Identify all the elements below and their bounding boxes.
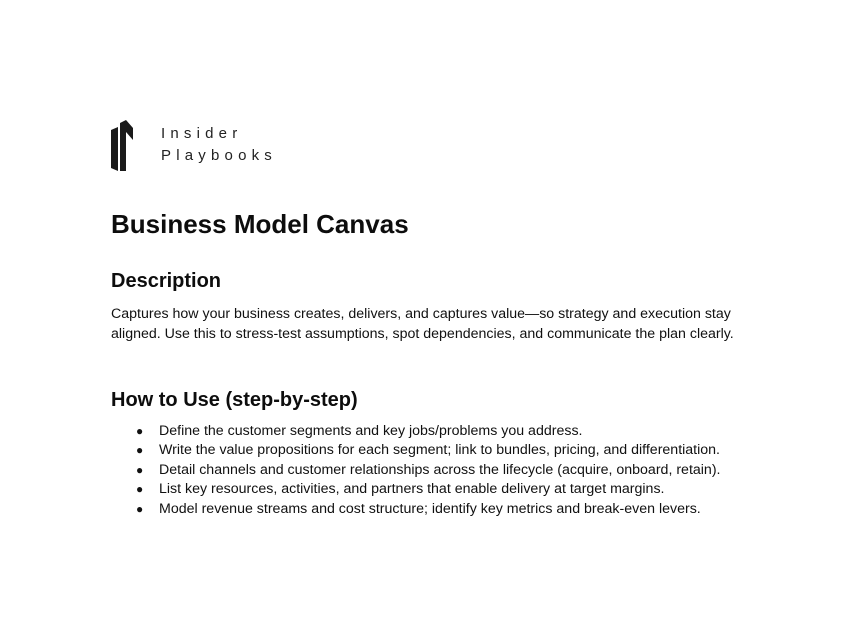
step-text: Write the value propositions for each segment; link to bundles, pricing, and differentiation. [159,442,720,459]
brand-wordmark [161,123,277,167]
list-item [111,480,751,499]
bullet-icon: ● [136,443,144,458]
bullet-icon: ● [136,424,144,438]
step-text: Detail channels and customer relationships across the lifecycle (acquire, onboard, retain). [159,461,721,478]
bullet-icon: ● [136,462,144,477]
steps-list [111,422,751,519]
step-text: Define the customer segments and key jobs/problems you address. [159,423,583,439]
brand-line-2: Playbooks [161,147,278,164]
step-text: Model revenue streams and cost structure; identify key metrics and break-even levers. [159,500,701,517]
bullet-icon: ● [136,482,144,497]
brand-logo [111,120,277,171]
document-title: Business Model Canvas [111,209,409,239]
list-item [111,500,751,519]
insider-playbooks-logo-icon [111,120,133,171]
list-item [111,461,751,480]
how-to-use-heading: How to Use (step-by-step) [111,389,358,411]
list-item [111,441,751,460]
step-text: List key resources, activities, and partners that enable delivery at target margins. [159,481,665,498]
list-item [111,422,751,441]
description-heading: Description [111,270,222,292]
description-paragraph: Captures how your business creates, delivers, and captures value—so strategy and execution stay aligned. Use this to stress-test assumptions, spot dependencies, and communicate the plan clearly. [111,306,734,342]
bullet-icon: ● [136,501,144,516]
brand-line-1: Insider [161,125,243,142]
